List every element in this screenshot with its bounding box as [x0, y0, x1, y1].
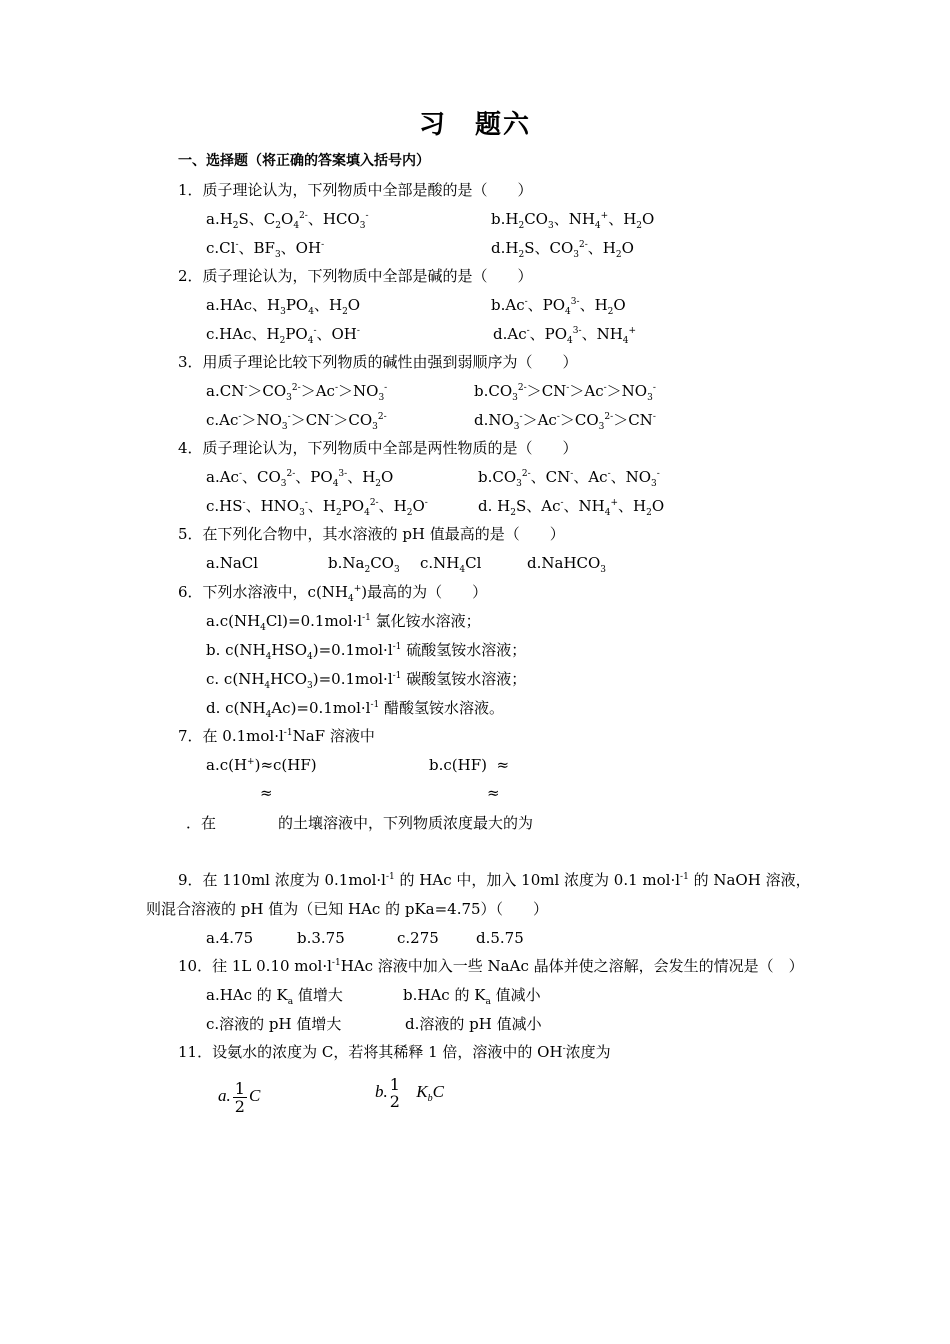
- page-title: 习 题六: [418, 110, 531, 140]
- q5-option-a: a.NaCl: [206, 554, 259, 572]
- q6-option-d: d. $c(NH_4Ac)=0.1mol\cdot l^{-1}$ 醋酸氢铵水溶液。: [206, 699, 505, 720]
- q1-option-a: $a.H_2S$、$C_2O_4^{2-}$、$HCO_3^-$: [206, 210, 369, 231]
- q11-stem: 11．设氨水的浓度为 C，若将其稀释 1 倍，溶液中的 OH-浓度为: [178, 1043, 611, 1061]
- q3-option-d: $d.NO_3^->Ac^->CO_3^{2-}>CN^-$: [474, 411, 656, 432]
- q9-option-c: c.275: [397, 929, 439, 947]
- q2-option-a: a.HAc、$H_3PO_4$、$H_2O$: [206, 296, 361, 317]
- q6-stem: 6．下列水溶液中，$c(NH_4^+)$最高的为（ ）: [178, 583, 488, 604]
- q9-option-d: d.5.75: [476, 929, 524, 947]
- q7-option-b: b.c(HF) ≈: [429, 756, 510, 774]
- q2-option-d: d.Ac-、$PO_4^{3-}$、$NH_4^+$: [493, 325, 637, 346]
- q11-option-a-fraction: $\frac{1}{2}$: [234, 1078, 245, 1116]
- q4-option-b: $b.CO_3^{2-}$、CN-、Ac-、$NO_3^-$: [478, 468, 660, 489]
- q4-stem: 4．质子理论认为，下列物质中全部是两性物质的是（ ）: [178, 439, 578, 457]
- q5-option-d: d.NaHCO$_3$: [527, 554, 607, 575]
- q6-option-b: b. $c(NH_4HSO_4)=0.1mol\cdot l^{-1}$ 硫酸氢铵水溶液；: [206, 641, 527, 662]
- q7-option-a: a.c(H+)≈c(HF): [206, 756, 317, 774]
- q11-option-b: b. 1 2 $K_bC$: [375, 1075, 444, 1111]
- q5-stem: 5．在下列化合物中，其水溶液的 pH 值最高的是（ ）: [178, 525, 565, 543]
- q10-stem: 10．往 1L 0.10 $mol\cdot l^{-1}HAc$ 溶液中加入一些 NaAc 晶体并使之溶解，会发生的情况是（ ）: [178, 957, 804, 975]
- q1-stem: 1．质子理论认为，下列物质中全部是酸的是（ ）: [178, 181, 533, 199]
- q11-option-b-fraction: 1 2: [389, 1075, 400, 1111]
- q5-option-b: $b.Na_2CO_3$: [328, 554, 400, 575]
- q10-option-c: c.溶液的 pH 值增大: [206, 1015, 342, 1033]
- q1-option-c: c.Cl-、$BF_3$、OH-: [206, 239, 325, 260]
- q7-stem: 7．在 $0.1mol\cdot l^{-1}NaF$ 溶液中: [178, 727, 375, 745]
- section-heading: 一、选择题（将正确的答案填入括号内）: [178, 153, 430, 169]
- q4-option-c: c.HS-、$HNO_3^-$、$H_2PO_4^{2-}$、$H_2O^-$: [206, 497, 428, 518]
- q3-option-c: $c.Ac^->NO_3^->CN^->CO_3^{2-}$: [206, 411, 387, 432]
- q9-stem-line2: 则混合溶液的 pH 值为（已知 HAc 的 pKa=4.75）（ ）: [146, 900, 549, 918]
- q1-option-b: $b.H_2CO_3$、$NH_4^+$、$H_2O$: [491, 210, 655, 231]
- q9-option-a: a.4.75: [206, 929, 254, 947]
- q4-option-d: d. $H_2S$、Ac-、$NH_4^+$、$H_2O$: [478, 497, 665, 518]
- q9-option-b: b.3.75: [297, 929, 345, 947]
- q1-option-d: $d.H_2S$、$CO_3^{2-}$、$H_2O$: [491, 239, 634, 260]
- q6-option-a: $a.c(NH_4Cl)=0.1mol\cdot l^{-1}$ 氯化铵水溶液；: [206, 612, 481, 633]
- q2-option-c: c.HAc、$H_2PO_4^-$、OH-: [206, 325, 360, 346]
- q9-stem-line1: 9．在 110ml 浓度为 $0.1mol\cdot l^{-1}$ 的 HAc 中，加入 10ml 浓度为 0.1 $mol\cdot l^{-1}$ 的 NaOH 溶液，: [178, 871, 811, 889]
- q2-stem: 2．质子理论认为，下列物质中全部是碱的是（ ）: [178, 267, 533, 285]
- q7-option-c-fragment: ≈: [260, 784, 273, 802]
- q6-option-c: c. $c(NH_4HCO_3)=0.1mol\cdot l^{-1}$ 碳酸氢铵水溶液；: [206, 670, 527, 691]
- q11-option-a: a. $\frac{1}{2}$ C: [218, 1078, 261, 1116]
- q10-option-d: d.溶液的 pH 值减小: [405, 1015, 542, 1033]
- q2-option-b: b.Ac-、$PO_4^{3-}$、$H_2O$: [491, 296, 626, 317]
- q8-stem-end: 的土壤溶液中，下列物质浓度最大的为: [278, 814, 534, 832]
- q8-stem-start: ．在: [186, 814, 217, 832]
- q3-stem: 3．用质子理论比较下列物质的碱性由强到弱顺序为（ ）: [178, 353, 578, 371]
- q5-option-c: $c.NH_4Cl$: [420, 554, 482, 575]
- q7-option-d-fragment: ≈: [487, 784, 500, 802]
- q10-option-b: b.HAc 的 $K_a$ 值减小: [403, 986, 541, 1007]
- q4-option-a: a.Ac-、$CO_3^{2-}$、$PO_4^{3-}$、$H_2O$: [206, 468, 394, 489]
- q3-option-a: $a.CN^->CO_3^{2-}>Ac^->NO_3^-$: [206, 382, 388, 403]
- q3-option-b: $b.CO_3^{2-}>CN^->Ac^->NO_3^-$: [474, 382, 656, 403]
- q10-option-a: a.HAc 的 $K_a$ 值增大: [206, 986, 343, 1007]
